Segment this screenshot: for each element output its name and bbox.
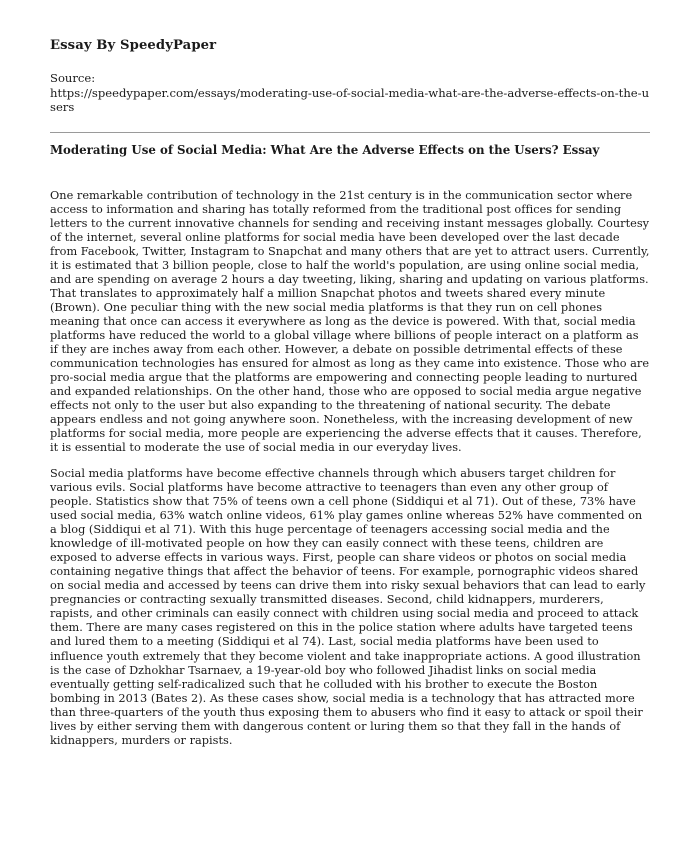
essay-body bbox=[50, 189, 650, 748]
essay-paragraph-1: One remarkable contribution of technology in the 21st century is in the communication sector where access to information and sharing has totally reformed from the traditional post offices for sending letters to the current innovative channels for sending and receiving instant messages globally. Courtesy of the internet, several online platforms for social media have been developed over the last decade from Facebook, Twitter, Instagram to Snapchat and many others that are yet to attract users. Currently, it is estimated that 3 billion people, close to half the world's population, are using online social media, and are spending on average 2 hours a day tweeting, liking, sharing and updating on various platforms. That translates to approximately half a million Snapchat photos and tweets shared every minute (Brown). One peculiar thing with the new social media platforms is that they run on cell phones meaning that once can access it everywhere as long as the device is powered. With that, social media platforms have reduced the world to a global village where billions of people interact on a platform as if they are inches away from each other. However, a debate on possible detrimental effects of these communication technologies has ensured for almost as long as they came into existence. Those who are pro-social media argue that the platforms are empowering and connecting people leading to nurtured and expanded relationships. On the other hand, those who are opposed to social media argue negative effects not only to the user but also expanding to the threatening of national security. The debate appears endless and not going anywhere soon. Nonetheless, with the increasing development of new platforms for social media, more people are experiencing the adverse effects that it causes. Therefore, it is essential to moderate the use of social media in our everyday lives. bbox=[50, 189, 650, 455]
document-header-title: Essay By SpeedyPaper bbox=[50, 38, 217, 53]
essay-paragraph-2: Social media platforms have become effective channels through which abusers target children for various evils. Social platforms have become attractive to teenagers than even any other group of people. Statistics show that 75% of teens own a cell phone (Siddiqui et al 71). Out of these, 73% have used social media, 63% watch online videos, 61% play games online whereas 52% have commented on a blog (Siddiqui et al 71). With this huge percentage of teenagers accessing social media and the knowledge of ill-motivated people on how they can easily connect with these teens, children are exposed to adverse effects in various ways. First, people can share videos or photos on social media containing negative things that affect the behavior of teens. For example, pornographic videos shared on social media and accessed by teens can drive them into risky sexual behaviors that can lead to early pregnancies or contracting sexually transmitted diseases. Second, child kidnappers, murderers, rapists, and other criminals can easily connect with children using social media and proceed to attack them. There are many cases registered on this in the police station where adults have targeted teens and lured them to a meeting (Siddiqui et al 74). Last, social media platforms have been used to influence youth extremely that they become violent and take inappropriate actions. A good illustration is the case of Dzhokhar Tsarnaev, a 19-year-old boy who followed Jihadist links on social media eventually getting self-radicalized such that he colluded with his brother to execute the Boston bombing in 2013 (Bates 2). As these cases show, social media is a technology that has attracted more than three-quarters of the youth thus exposing them to abusers who find it easy to attack or spoil their lives by either serving them with dangerous content or luring them so that they fall in the hands of kidnappers, murders or rapists. bbox=[50, 467, 646, 747]
source-url: https://speedypaper.com/essays/moderating-use-of-social-media-what-are-the-adverse-effects-on-the-users bbox=[50, 86, 650, 114]
header-divider bbox=[50, 132, 650, 133]
essay-title: Moderating Use of Social Media: What Are the Adverse Effects on the Users? Essay bbox=[50, 143, 600, 157]
source-label: Source: bbox=[50, 71, 96, 85]
